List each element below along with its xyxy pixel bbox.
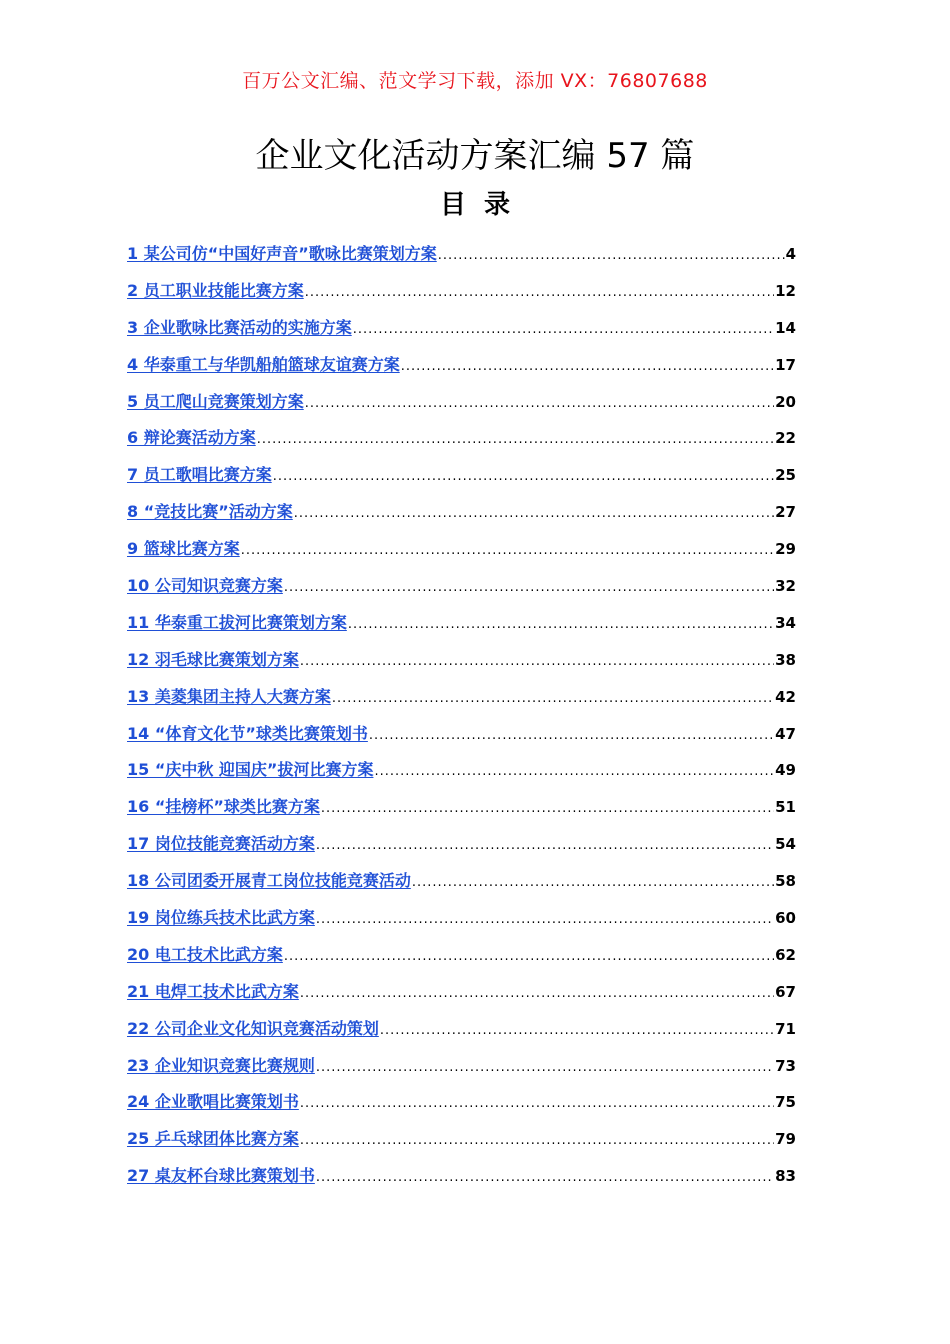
toc-entry[interactable] [127,424,796,461]
toc-heading: 目录 [439,190,528,220]
dot-leader [284,574,774,602]
toc-entry[interactable] [127,793,796,830]
page-number: 42 [775,687,796,706]
dot-leader [241,537,774,565]
toc-link[interactable]: 23 企业知识竞赛比赛规则 [127,1055,315,1075]
toc-link[interactable]: 24 企业歌唱比赛策划书 [127,1092,299,1112]
dot-leader [332,685,774,713]
dot-leader [273,463,774,491]
dot-leader [412,869,774,897]
toc-link[interactable]: 19 岗位练兵技术比武方案 [127,908,315,928]
toc-entry[interactable] [127,1162,796,1199]
page-number: 49 [775,761,796,780]
dot-leader [369,722,774,750]
toc-entry[interactable] [127,830,796,867]
dot-leader [316,1164,774,1192]
toc-link[interactable]: 13 美菱集团主持人大赛方案 [127,686,331,706]
toc-entry[interactable] [127,756,796,793]
page-number: 17 [775,355,796,374]
dot-leader [321,795,774,823]
page-number: 54 [775,835,796,854]
page-number: 73 [775,1056,796,1075]
toc-link[interactable]: 11 华泰重工拔河比赛策划方案 [127,612,347,632]
page-number: 12 [775,281,796,300]
page-number: 62 [775,945,796,964]
toc-link[interactable]: 21 电焊工技术比武方案 [127,981,299,1001]
dot-leader [374,758,774,786]
dot-leader [305,279,774,307]
toc-entry[interactable] [127,720,796,757]
toc-entry[interactable] [127,1052,796,1089]
toc-link[interactable]: 2 员工职业技能比赛方案 [127,280,304,300]
dot-leader [353,316,774,344]
dot-leader [300,980,774,1008]
page-number: 67 [775,982,796,1001]
toc-link[interactable]: 22 公司企业文化知识竞赛活动策划 [127,1018,379,1038]
toc-entry[interactable] [127,498,796,535]
page-number: 14 [775,318,796,337]
dot-leader [380,1017,774,1045]
toc-entry[interactable] [127,683,796,720]
toc-entry[interactable] [127,941,796,978]
dot-leader [300,1090,774,1118]
page-number: 34 [775,613,796,632]
toc-entry[interactable] [127,978,796,1015]
toc-link[interactable]: 17 岗位技能竞赛活动方案 [127,834,315,854]
toc-link[interactable]: 16 “挂榜杯”球类比赛方案 [127,797,320,817]
dot-leader [257,426,774,454]
toc-link[interactable]: 25 乒乓球团体比赛方案 [127,1129,299,1149]
page-number: 22 [775,429,796,448]
page-number: 58 [775,872,796,891]
toc-entry[interactable] [127,1088,796,1125]
page-number: 83 [775,1167,796,1186]
dot-leader [294,500,774,528]
page-number: 29 [775,540,796,559]
page-number: 38 [775,650,796,669]
toc-link[interactable]: 9 篮球比赛方案 [127,539,240,559]
toc-entry[interactable] [127,1015,796,1052]
page-number: 32 [775,577,796,596]
toc-entry[interactable] [127,535,796,572]
toc-entry[interactable] [127,646,796,683]
toc-entry[interactable] [127,388,796,425]
page-number: 79 [775,1130,796,1149]
page-number: 4 [785,245,796,263]
page-number: 47 [775,724,796,743]
toc-link[interactable]: 12 羽毛球比赛策划方案 [127,649,299,669]
toc-entry[interactable] [127,351,796,388]
toc-link[interactable]: 6 辩论赛活动方案 [127,428,256,448]
dot-leader [401,353,774,381]
toc-entry[interactable] [127,314,796,351]
dot-leader [316,832,774,860]
dot-leader [438,242,785,270]
dot-leader [316,906,774,934]
toc-link[interactable]: 14 “体育文化节”球类比赛策划书 [127,723,368,743]
toc-link[interactable]: 27 桌友杯台球比赛策划书 [127,1166,315,1186]
page-number: 71 [775,1019,796,1038]
toc-link[interactable]: 18 公司团委开展青工岗位技能竞赛活动 [127,871,411,891]
dot-leader [348,611,774,639]
toc-link[interactable]: 15 “庆中秋 迎国庆”拔河比赛方案 [127,760,374,780]
dot-leader [300,648,774,676]
page-number: 20 [775,392,796,411]
toc-entry[interactable] [127,904,796,941]
toc-link[interactable]: 20 电工技术比武方案 [127,944,283,964]
toc-entry[interactable] [127,867,796,904]
toc-link[interactable]: 10 公司知识竞赛方案 [127,576,283,596]
table-of-contents [127,240,796,1199]
toc-link[interactable]: 5 员工爬山竞赛策划方案 [127,391,304,411]
document-title: 企业文化活动方案汇编 57 篇 [255,136,695,176]
page-number: 27 [775,503,796,522]
dot-leader [300,1127,774,1155]
toc-link[interactable]: 1 某公司仿“中国好声音”歌咏比赛策划方案 [127,244,437,263]
page-number: 75 [775,1093,796,1112]
toc-entry[interactable] [127,572,796,609]
toc-link[interactable]: 4 华泰重工与华凯船舶篮球友谊赛方案 [127,354,400,374]
toc-entry[interactable] [127,277,796,314]
toc-entry[interactable] [127,461,796,498]
dot-leader [305,390,774,418]
dot-leader [284,943,774,971]
page-number: 25 [775,466,796,485]
page-number: 60 [775,909,796,928]
toc-entry[interactable] [127,609,796,646]
toc-entry[interactable] [127,1125,796,1162]
toc-link[interactable]: 8 “竞技比赛”活动方案 [127,502,293,522]
toc-entry[interactable] [127,240,796,277]
toc-link[interactable]: 3 企业歌咏比赛活动的实施方案 [127,317,352,337]
contact-banner: 百万公文汇编、范文学习下载，添加 VX：76807688 [242,70,708,92]
dot-leader [316,1054,774,1082]
page-number: 51 [775,798,796,817]
toc-link[interactable]: 7 员工歌唱比赛方案 [127,465,272,485]
